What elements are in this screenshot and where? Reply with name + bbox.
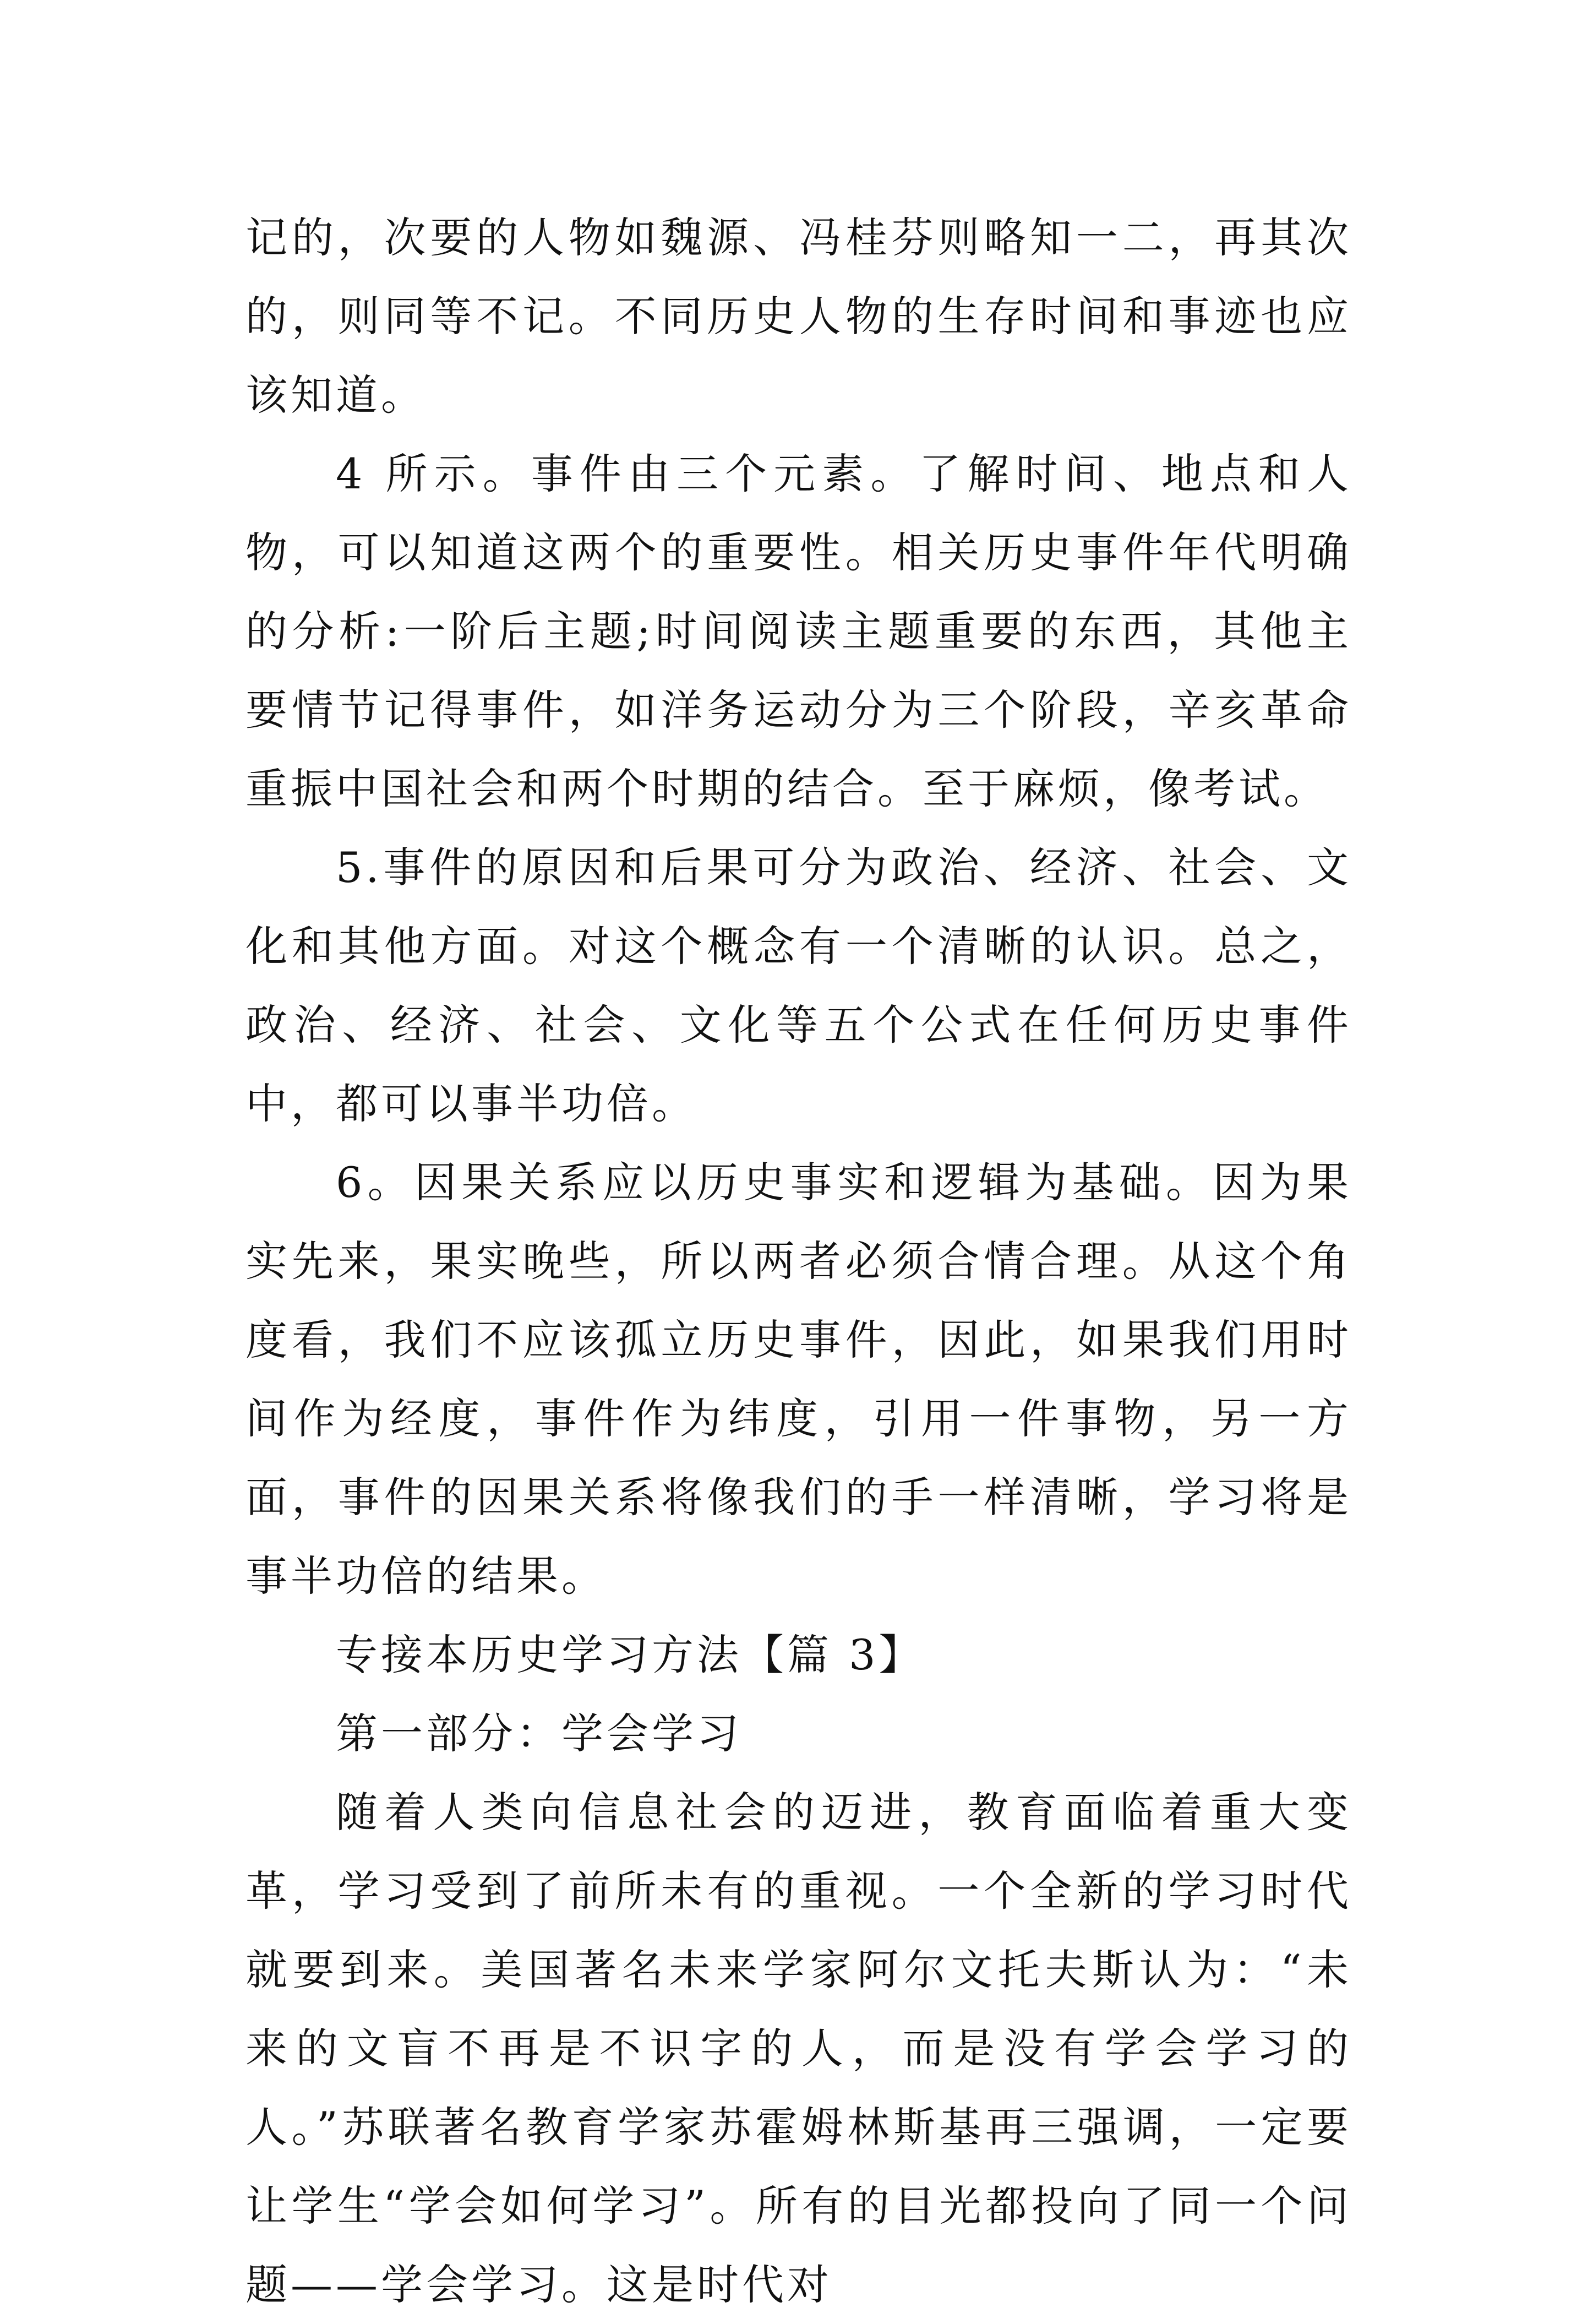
document-body	[246, 198, 1352, 2324]
paragraph-learning-intro: 随着人类向信息社会的迈进，教育面临着重大变革，学习受到了前所未有的重视。一个全新的学习时代就要到来。美国著名未来学家阿尔文托夫斯认为：“未来的文盲不再是不识字的人，而是没有学会学习的人。”苏联著名教育学家苏霍姆林斯基再三强调，一定要让学生“学会如何学习”。所有的目光都投向了同一个问题——学会学习。这是时代对	[246, 1788, 1352, 2309]
paragraph-point-5: 5.事件的原因和后果可分为政治、经济、社会、文化和其他方面。对这个概念有一个清晰的认识。总之，政治、经济、社会、文化等五个公式在任何历史事件中，都可以事半功倍。	[246, 843, 1352, 1128]
section-title: 专接本历史学习方法【篇 3】	[336, 1630, 924, 1679]
part-heading: 第一部分：学会学习	[336, 1709, 742, 1758]
paragraph-continuation: 记的，次要的人物如魏源、冯桂芬则略知一二，再其次的，则同等不记。不同历史人物的生存时间和事迹也应该知道。	[246, 213, 1352, 420]
paragraph-point-4: 4 所示。事件由三个元素。了解时间、地点和人物，可以知道这两个的重要性。相关历史事件年代明确的分析:一阶后主题;时间阅读主题重要的东西，其他主要情节记得事件，如洋务运动分为三个阶段，辛亥革命重振中国社会和两个时期的结合。至于麻烦，像考试。	[246, 449, 1352, 813]
paragraph-point-6: 6。因果关系应以历史事实和逻辑为基础。因为果实先来，果实晚些，所以两者必须合情合理。从这个角度看，我们不应该孤立历史事件，因此，如果我们用时间作为经度，事件作为纬度，引用一件事物，另一方面，事件的因果关系将像我们的手一样清晰，学习将是事半功倍的结果。	[246, 1158, 1352, 1601]
